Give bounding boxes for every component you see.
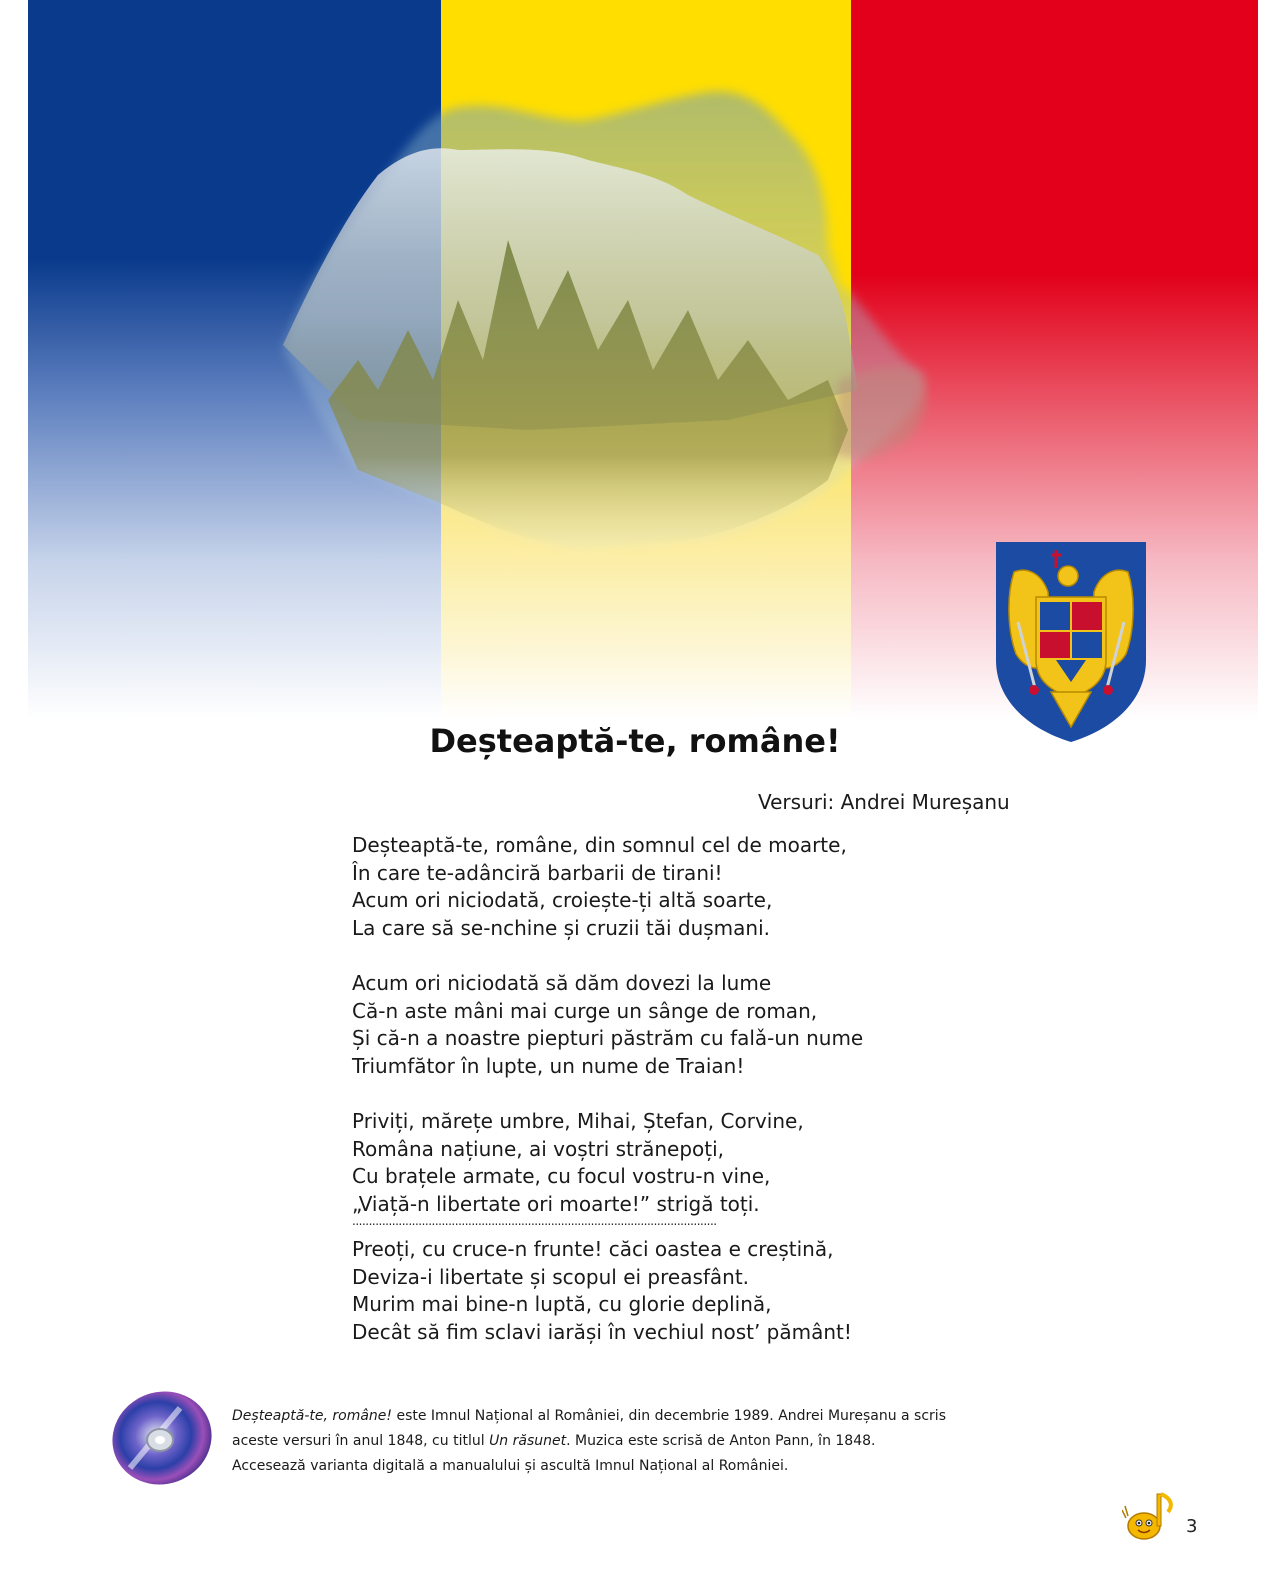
original-title-italic: Un răsunet	[489, 1433, 567, 1449]
music-note-mascot-icon	[1122, 1488, 1180, 1544]
stanza-2	[352, 970, 972, 1080]
lyric-line: Decât să fim sclavi iarăși în vechiul nost’ pământ!	[352, 1319, 852, 1344]
lyric-line: În care te-adânciră barbarii de tirani!	[352, 860, 723, 885]
anthem-title-italic: Deșteaptă-te, române!	[232, 1408, 393, 1424]
note-line-3: Accesează varianta digitală a manualului și ascultă Imnul Național al României.	[232, 1458, 789, 1474]
audio-cd-icon[interactable]	[110, 1388, 220, 1488]
lyric-line: Și că-n a noastre piepturi păstrăm cu falǎ-un nume	[352, 1026, 864, 1050]
anthem-note	[232, 1404, 1022, 1479]
note-text: aceste versuri în anul 1848, cu titlul	[232, 1433, 490, 1449]
note-line-2	[232, 1429, 1022, 1454]
note-text: este Imnul Național al României, din decembrie 1989. Andrei Mureșanu a scris	[392, 1408, 946, 1424]
page-title: Deșteaptă-te, române!	[429, 722, 841, 760]
lyric-line: Priviți, mărețe umbre, Mihai, Ștefan, Corvine,	[352, 1109, 804, 1133]
lyrics-credit: Versuri: Andrei Mureșanu	[758, 790, 1010, 814]
stanza-3	[352, 1108, 972, 1218]
lyric-line: Acum ori niciodată, croiește-ți altă soarte,	[352, 888, 773, 912]
note-line-1	[232, 1404, 1022, 1429]
coat-of-arms-icon	[996, 542, 1152, 748]
lyric-line: Deviza-i libertate și scopul ei preasfânt.	[352, 1264, 750, 1289]
lyric-line: Româna națiune, ai voștri strănepoți,	[352, 1136, 725, 1161]
note-text: . Muzica este scrisă de Anton Pann, în 1848.	[566, 1433, 876, 1449]
lyric-line: Triumfător în lupte, un nume de Traian!	[352, 1053, 745, 1078]
lyric-line: Că-n aste mâni mai curge un sânge de roman,	[352, 998, 818, 1023]
lyric-line: Preoți, cu cruce-n frunte! căci oastea e creștină,	[352, 1237, 834, 1261]
lyric-line: La care să se-nchine și cruzii tăi dușmani.	[352, 915, 770, 940]
lyric-line: Deșteaptă-te, române, din somnul cel de moarte,	[352, 833, 847, 857]
omission-separator: ..............................................................................................................	[352, 1216, 717, 1226]
lyric-line: Murim mai bine-n luptă, cu glorie deplină,	[352, 1292, 772, 1316]
lyric-line: Acum ori niciodată să dăm dovezi la lume	[352, 971, 772, 995]
lyric-line: Cu brațele armate, cu focul vostru-n vine,	[352, 1164, 771, 1188]
stanza-1	[352, 832, 972, 942]
lyric-line: „Viață-n libertate ori moarte!” strigă toți.	[352, 1191, 760, 1216]
stanza-4	[352, 1236, 972, 1346]
page-number: 3	[1186, 1516, 1198, 1537]
anthem-lyrics	[352, 832, 972, 1346]
